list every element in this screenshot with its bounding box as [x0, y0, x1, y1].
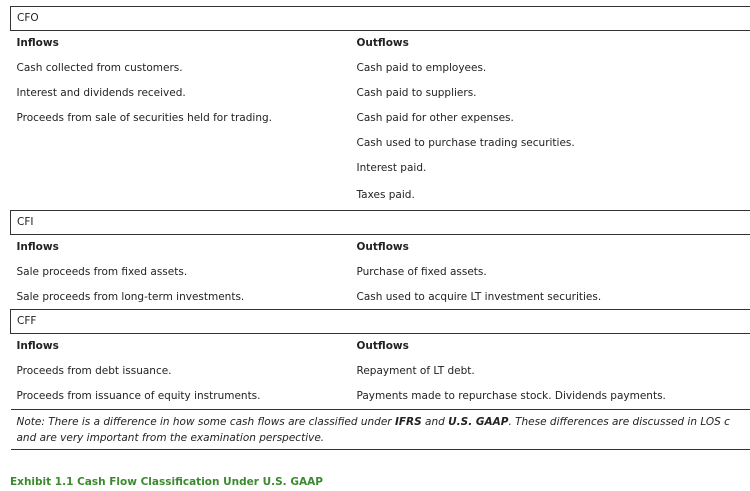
note-part-2: and	[421, 415, 449, 428]
table-row	[11, 56, 750, 81]
inflow-cell-empty	[11, 156, 351, 181]
note-row	[11, 410, 750, 450]
inflows-header: Inflows	[11, 235, 351, 261]
outflow-cell: Cash paid to suppliers.	[356, 87, 477, 99]
outflow-cell: Taxes paid.	[351, 181, 750, 211]
inflow-cell-empty	[11, 131, 351, 156]
inflow-cell-empty	[11, 181, 351, 211]
table-row	[11, 359, 750, 384]
header-row-cff	[11, 334, 750, 360]
exhibit-label: Exhibit 1.1	[10, 476, 74, 488]
inflow-cell: Interest and dividends received.	[16, 87, 186, 99]
section-title-cfi: CFI	[11, 211, 750, 235]
inflow-cell: Proceeds from issuance of equity instruments.	[16, 390, 261, 402]
table-row	[11, 384, 750, 410]
note-text	[11, 410, 750, 450]
note-ifrs: IFRS	[394, 415, 422, 428]
section-row-cfi	[11, 211, 750, 235]
outflows-header: Outflows	[351, 31, 750, 57]
inflow-cell: Cash collected from customers.	[16, 62, 183, 74]
table-row	[11, 81, 750, 106]
section-title-cff: CFF	[11, 310, 750, 334]
header-row-cfo	[11, 31, 750, 57]
table-row	[11, 106, 750, 131]
inflow-cell: Sale proceeds from long-term investments.	[11, 285, 351, 310]
outflows-header: Outflows	[351, 334, 750, 360]
note-part-3: . These differences are discussed in LOS c and are very important from the examination perspective.	[16, 415, 730, 444]
exhibit-caption	[10, 476, 323, 488]
outflows-header: Outflows	[351, 235, 750, 261]
cash-flow-classification-table	[10, 6, 750, 450]
section-title-cfo: CFO	[11, 7, 750, 31]
table-row	[11, 285, 750, 310]
note-part-1: Note: There is a difference in how some cash flows are classified under	[16, 415, 395, 428]
table-row	[11, 156, 750, 181]
outflow-cell: Repayment of LT debt.	[356, 365, 475, 377]
inflows-header: Inflows	[11, 31, 351, 57]
section-row-cfo	[11, 7, 750, 31]
outflow-cell: Payments made to repurchase stock. Dividends payments.	[356, 390, 666, 402]
outflow-cell: Cash used to purchase trading securities.	[356, 137, 575, 149]
inflows-header: Inflows	[11, 334, 351, 360]
inflow-cell: Proceeds from debt issuance.	[16, 365, 172, 377]
section-row-cff	[11, 310, 750, 334]
inflow-cell: Sale proceeds from fixed assets.	[16, 266, 188, 278]
outflow-cell: Purchase of fixed assets.	[356, 266, 487, 278]
table-row	[11, 260, 750, 285]
header-row-cfi	[11, 235, 750, 261]
outflow-cell: Cash used to acquire LT investment securities.	[351, 285, 750, 310]
note-gaap: U.S. GAAP	[448, 415, 509, 428]
table-row	[11, 181, 750, 211]
outflow-cell: Cash paid to employees.	[356, 62, 487, 74]
exhibit-title: Cash Flow Classification Under U.S. GAAP	[77, 476, 323, 488]
outflow-cell: Interest paid.	[356, 162, 427, 174]
inflow-cell: Proceeds from sale of securities held for trading.	[16, 112, 272, 124]
outflow-cell: Cash paid for other expenses.	[356, 112, 514, 124]
table-row	[11, 131, 750, 156]
